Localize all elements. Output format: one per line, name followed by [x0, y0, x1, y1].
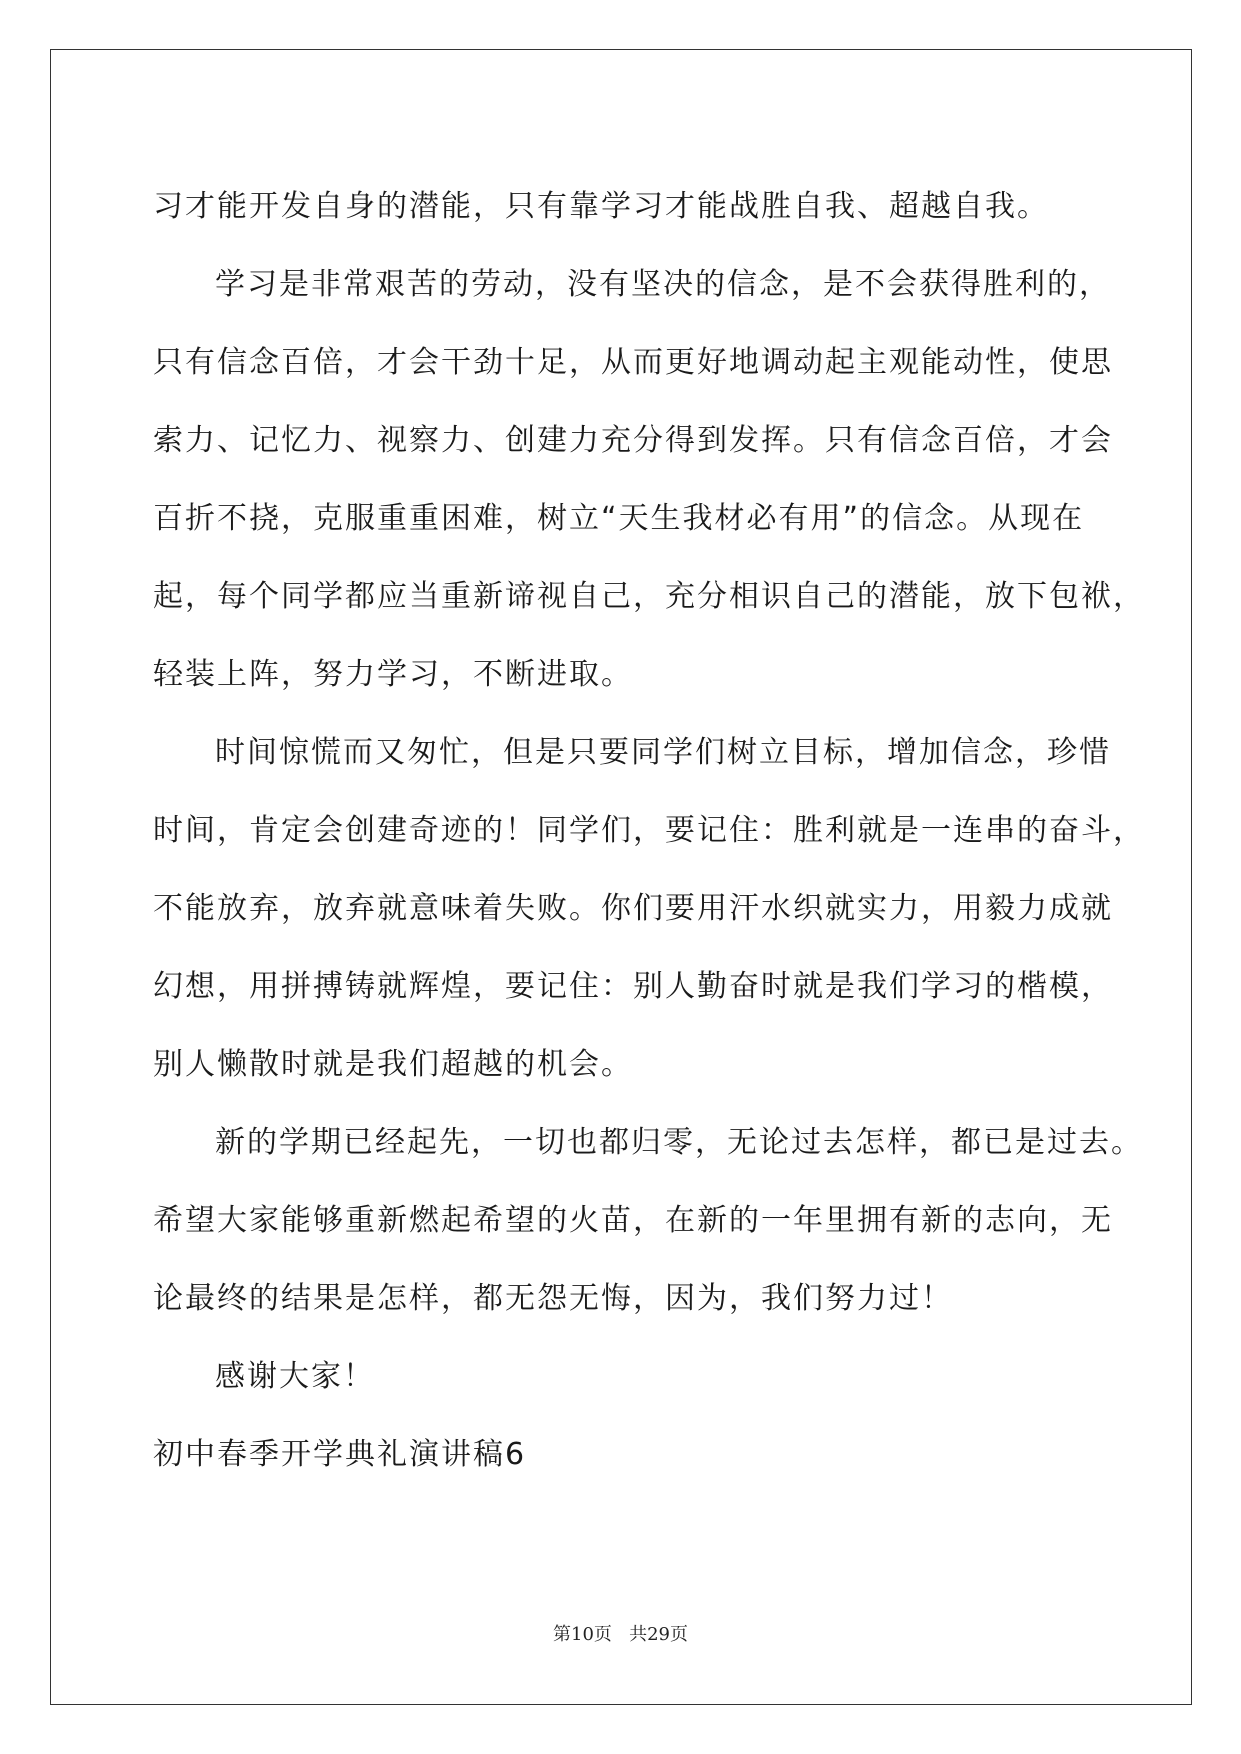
paragraph-start: 新的学期已经起先，一切也都归零，无论过去怎样，都已是过去。: [215, 1125, 1143, 1160]
paragraph-start: 时间惊慌而又匆忙，但是只要同学们树立目标，增加信念，珍惜: [215, 735, 1111, 770]
text-line: 时间，肯定会创建奇迹的！同学们，要记住：胜利就是一连串的奋斗，: [153, 813, 1145, 848]
document-body: [153, 168, 1145, 1494]
text-line: 起，每个同学都应当重新谛视自己，充分相识自己的潜能，放下包袱，: [153, 579, 1145, 614]
text-line: 希望大家能够重新燃起希望的火苗，在新的一年里拥有新的志向，无: [153, 1203, 1113, 1238]
section-heading: 初中春季开学典礼演讲稿6: [153, 1437, 527, 1472]
page-total: 共29页: [629, 1624, 688, 1645]
page-number: 第10页: [553, 1624, 612, 1645]
paragraph-start: 学习是非常艰苦的劳动，没有坚决的信念，是不会获得胜利的，: [215, 267, 1111, 302]
text-line: 论最终的结果是怎样，都无怨无悔，因为，我们努力过！: [153, 1281, 953, 1316]
text-line: 索力、记忆力、视察力、创建力充分得到发挥。只有信念百倍，才会: [153, 423, 1113, 458]
text-line: 幻想，用拼搏铸就辉煌，要记住：别人勤奋时就是我们学习的楷模，: [153, 969, 1113, 1004]
text-line: 只有信念百倍，才会干劲十足，从而更好地调动起主观能动性，使思: [153, 345, 1113, 380]
text-line: 别人懒散时就是我们超越的机会。: [153, 1047, 633, 1082]
text-line: 百折不挠，克服重重困难，树立“天生我材必有用”的信念。从现在: [153, 501, 1085, 536]
closing-thanks: 感谢大家！: [215, 1359, 375, 1394]
text-line: 不能放弃，放弃就意味着失败。你们要用汗水织就实力，用毅力成就: [153, 891, 1113, 926]
text-line: 轻装上阵，努力学习，不断进取。: [153, 657, 633, 692]
text-line: 习才能开发自身的潜能，只有靠学习才能战胜自我、超越自我。: [153, 189, 1049, 224]
page-footer: [0, 1620, 1241, 1646]
